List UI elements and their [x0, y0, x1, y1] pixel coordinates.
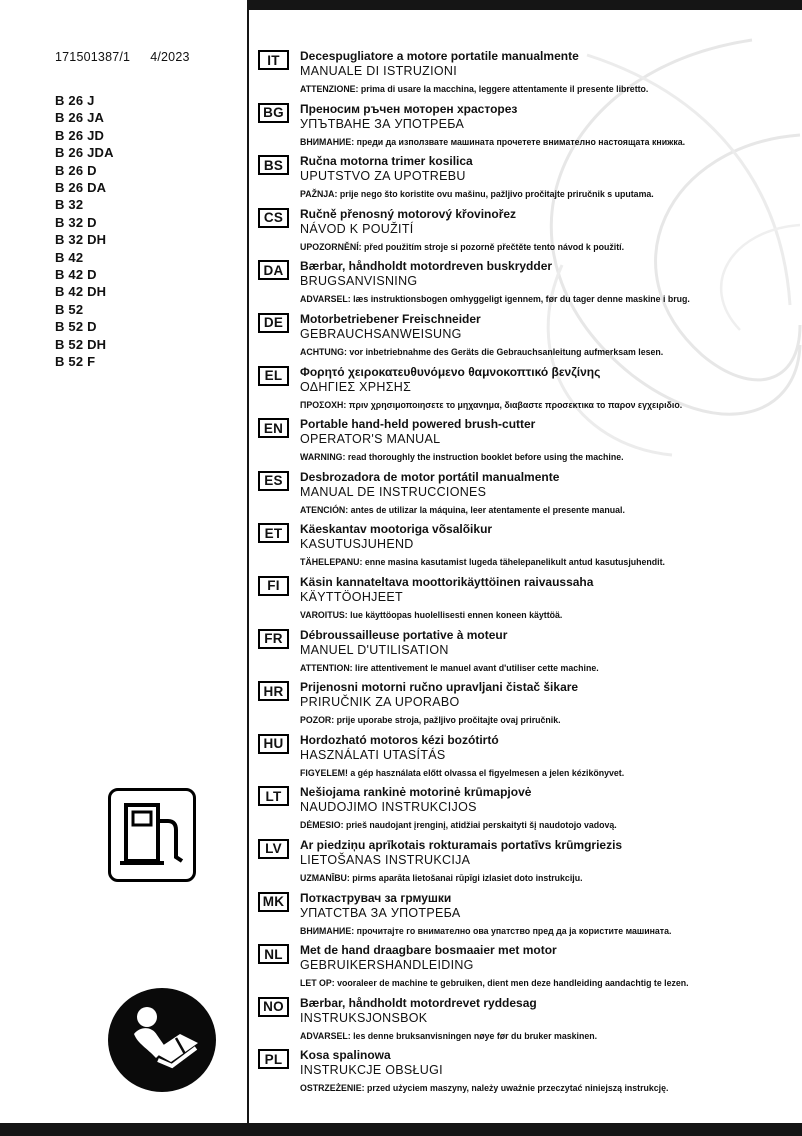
manual-subtitle: KASUTUSJUHEND	[300, 537, 414, 552]
manual-warning: ATTENZIONE: prima di usare la macchina, leggere attentamente il presente libretto.	[300, 84, 649, 94]
model-number: B 32 DH	[55, 232, 107, 248]
language-entry	[258, 733, 794, 778]
language-entry-text	[300, 470, 794, 515]
language-code-badge	[258, 734, 289, 754]
manual-subtitle: LIETOŠANAS INSTRUKCIJA	[300, 852, 471, 867]
manual-title: Nešiojama rankinė motorinė krūmapjovė	[300, 785, 532, 800]
manual-title: Motorbetriebener Freischneider	[300, 311, 481, 326]
language-entry	[258, 680, 794, 725]
manual-subtitle: NÁVOD K POUŽITÍ	[300, 221, 414, 236]
language-entry	[258, 154, 794, 199]
manual-subtitle: UPUTSTVO ZA UPOTREBU	[300, 169, 466, 184]
language-entry-text	[300, 943, 794, 988]
language-entry	[258, 1048, 794, 1093]
top-rule-bar	[247, 0, 802, 10]
manual-warning: ATTENTION: lire attentivement le manuel avant d'utiliser cette machine.	[300, 662, 599, 673]
language-code-badge	[258, 471, 289, 491]
manual-subtitle: BRUGSANVISNING	[300, 274, 418, 289]
manual-subtitle: MANUEL D'UTILISATION	[300, 642, 449, 657]
language-entry-text	[300, 522, 794, 567]
model-number: B 26 JA	[55, 110, 105, 126]
language-code: ET	[264, 525, 283, 541]
language-code: FR	[264, 631, 283, 647]
manual-subtitle: INSTRUKCJE OBSŁUGI	[300, 1063, 443, 1078]
manual-title: Desbrozadora de motor portátil manualmente	[300, 469, 560, 484]
language-code: DA	[263, 262, 284, 278]
language-entry	[258, 312, 794, 357]
language-code-badge	[258, 997, 289, 1017]
language-entry	[258, 417, 794, 462]
language-entry-text	[300, 312, 794, 357]
manual-warning: UZMANĪBU: pirms aparāta lietošanai rūpīgi izlasiet doto instrukciju.	[300, 872, 583, 883]
language-entry-text	[300, 733, 794, 778]
manual-warning: DĖMESIO: prieš naudojant įrenginį, atidžiai perskaityti šį naudotojo vadovą.	[300, 820, 617, 831]
language-entry-text	[300, 102, 794, 147]
language-entry-text	[300, 575, 794, 620]
manual-title: Portable hand-held powered brush-cutter	[300, 417, 536, 432]
manual-warning: ADVARSEL: læs instruktionsbogen omhyggeligt igennem, før du tager denne maskine i brug.	[300, 294, 690, 305]
manual-subtitle: OPERATOR'S MANUAL	[300, 432, 441, 447]
language-entry	[258, 522, 794, 567]
manual-title: Поткаструвач за грмушки	[300, 890, 452, 905]
language-entry-text	[300, 785, 794, 830]
language-code: BS	[263, 157, 284, 173]
language-entry-text	[300, 680, 794, 725]
language-entry-text	[300, 628, 794, 673]
model-number: B 32 D	[55, 214, 97, 230]
language-code-badge	[258, 260, 289, 280]
manual-subtitle: PRIRUČNIK ZA UPORABO	[300, 695, 460, 710]
language-code: BG	[263, 105, 284, 121]
language-list	[258, 49, 794, 1101]
manual-subtitle: ΟΔΗΓΙΕΣ ΧΡΗΣΗΣ	[300, 379, 412, 394]
manual-warning: WARNING: read thoroughly the instruction booklet before using the machine.	[300, 452, 624, 463]
manual-subtitle: HASZNÁLATI UTASÍTÁS	[300, 747, 446, 762]
manual-title: Kosa spalinowa	[300, 1048, 391, 1063]
language-entry-text	[300, 417, 794, 462]
model-list	[55, 92, 240, 371]
manual-subtitle: MANUAL DE INSTRUCCIONES	[300, 484, 487, 499]
language-code-badge	[258, 208, 289, 228]
language-code-badge	[258, 366, 289, 386]
model-number: B 42 D	[55, 267, 97, 283]
language-code: LV	[265, 841, 282, 857]
document-number: 171501387/1	[55, 50, 131, 64]
language-entry-text	[300, 891, 794, 936]
language-entry-text	[300, 365, 794, 410]
model-number: B 26 J	[55, 93, 95, 108]
fuel-pump-pictogram	[108, 788, 196, 882]
model-number: B 26 DA	[55, 180, 107, 196]
model-number: B 42 DH	[55, 284, 107, 300]
manual-title: Käsin kannateltava moottorikäyttöinen raivaussaha	[300, 574, 594, 589]
manual-title: Prijenosni motorni ručno upravljani čistač šikare	[300, 680, 579, 695]
manual-title: Преносим ръчен моторен храсторез	[300, 101, 518, 116]
language-entry-text	[300, 49, 794, 94]
language-entry-text	[300, 259, 794, 304]
manual-subtitle: INSTRUKSJONSBOK	[300, 1010, 428, 1025]
language-code-badge	[258, 629, 289, 649]
language-code-badge	[258, 839, 289, 859]
document-reference	[55, 50, 240, 64]
language-code: EL	[264, 368, 283, 384]
language-code-badge	[258, 523, 289, 543]
language-code: IT	[267, 52, 280, 68]
language-code-badge	[258, 155, 289, 175]
language-entry	[258, 838, 794, 883]
manual-title: Bærbar, håndholdt motordrevet ryddesag	[300, 995, 537, 1010]
language-entry-text	[300, 154, 794, 199]
model-number: B 26 JDA	[55, 145, 114, 161]
language-entry	[258, 102, 794, 147]
manual-subtitle: GEBRUIKERSHANDLEIDING	[300, 958, 474, 973]
read-operators-manual-pictogram	[106, 986, 218, 1094]
manual-warning: POZOR: prije uporabe stroja, pažljivo pročitajte ovaj priručnik.	[300, 715, 561, 726]
language-code-badge	[258, 944, 289, 964]
manual-title: Bærbar, håndholdt motordreven buskrydder	[300, 259, 553, 274]
language-entry-text	[300, 838, 794, 883]
language-code: CS	[263, 210, 284, 226]
model-number: B 52 F	[55, 354, 96, 370]
manual-warning: UPOZORNĚNÍ: před použitím stroje si pozorně přečtěte tento návod k použití.	[300, 241, 625, 252]
manual-subtitle: УПЪТВАНЕ ЗА УПОТРЕБА	[300, 116, 465, 131]
language-code-badge	[258, 50, 289, 70]
model-number: B 42	[55, 249, 84, 265]
manual-subtitle: MANUALE DI ISTRUZIONI	[300, 64, 458, 78]
bottom-rule-bar	[0, 1123, 802, 1136]
model-number: B 26 JD	[55, 127, 105, 143]
language-code-badge	[258, 418, 289, 438]
manual-warning: FIGYELEM! a gép használata előtt olvassa el figyelmesen a jelen kézikönyvet.	[300, 767, 625, 778]
model-number: B 32	[55, 197, 84, 213]
read-manual-icon	[106, 986, 218, 1094]
language-code-badge	[258, 786, 289, 806]
language-entry	[258, 470, 794, 515]
document-date: 4/2023	[150, 50, 190, 64]
manual-title: Ručna motorna trimer kosilica	[300, 154, 473, 169]
manual-title: Met de hand draagbare bosmaaier met motor	[300, 943, 557, 958]
language-entry	[258, 785, 794, 830]
language-entry	[258, 207, 794, 252]
language-entry	[258, 628, 794, 673]
language-code: EN	[263, 420, 284, 436]
manual-warning: OSTRZEŻENIE: przed użyciem maszyny, należy uważnie przeczytać niniejszą instrukcję.	[300, 1083, 669, 1094]
model-number: B 52	[55, 301, 84, 317]
fuel-pump-icon	[116, 797, 188, 873]
model-number: B 26 D	[55, 162, 97, 178]
manual-title: Hordozható motoros kézi bozótirtó	[300, 732, 499, 747]
language-code: PL	[264, 1051, 283, 1067]
manual-title: Ručně přenosný motorový křovinořez	[300, 206, 517, 221]
manual-title: Débroussailleuse portative à moteur	[300, 627, 508, 642]
language-code: LT	[265, 788, 282, 804]
language-entry	[258, 259, 794, 304]
language-entry	[258, 575, 794, 620]
left-column	[55, 50, 240, 371]
manual-title: Decespugliatore a motore portatile manualmente	[300, 49, 579, 63]
language-entry	[258, 365, 794, 410]
language-code: DE	[263, 315, 284, 331]
language-code: NO	[263, 999, 284, 1015]
model-number: B 52 D	[55, 319, 97, 335]
manual-warning: TÄHELEPANU: enne masina kasutamist lugeda tähelepanelikult antud kasutusjuhendit.	[300, 557, 665, 568]
vertical-divider	[247, 0, 249, 1123]
manual-warning: VAROITUS: lue käyttöopas huolellisesti ennen koneen käyttöä.	[300, 609, 563, 620]
language-code: MK	[262, 894, 285, 909]
language-code: ES	[264, 473, 283, 489]
language-code: HR	[263, 683, 284, 699]
manual-warning: ВНИМАНИЕ: преди да използвате машината прочетете внимателно настоящата книжка.	[300, 136, 686, 147]
language-entry-text	[300, 1048, 794, 1093]
manual-warning: LET OP: vooraleer de machine te gebruiken, dient men deze handleiding aandachtig te lezen.	[300, 978, 689, 989]
manual-warning: PAŽNJA: prije nego što koristite ovu mašinu, pažljivo pročitajte priručnik s uputama.	[300, 189, 654, 200]
model-number: B 52 DH	[55, 336, 107, 352]
manual-title: Φορητό χειροκατευθυνόμενο θαμνοκοπτικό βενζίνης	[300, 364, 601, 379]
manual-title: Käeskantav mootoriga võsalõikur	[300, 522, 493, 537]
language-entry	[258, 49, 794, 94]
language-code: HU	[263, 736, 284, 752]
manual-subtitle: KÄYTTÖOHJEET	[300, 589, 403, 604]
language-entry	[258, 996, 794, 1041]
language-code: FI	[267, 578, 280, 594]
language-code-badge	[258, 576, 289, 596]
language-entry-text	[300, 207, 794, 252]
manual-warning: ATENCIÓN: antes de utilizar la máquina, leer atentamente el presente manual.	[300, 504, 625, 515]
language-code-badge	[258, 103, 289, 123]
manual-subtitle: УПАТСТВА ЗА УПОТРЕБА	[300, 905, 461, 920]
manual-warning: ACHTUNG: vor inbetriebnahme des Geräts die Gebrauchsanleitung aufmerksam lesen.	[300, 346, 664, 357]
manual-subtitle: NAUDOJIMO INSTRUKCIJOS	[300, 800, 477, 815]
language-entry	[258, 891, 794, 936]
language-code-badge	[258, 892, 289, 912]
language-code-badge	[258, 313, 289, 333]
language-code: NL	[264, 946, 283, 962]
language-entry	[258, 943, 794, 988]
manual-warning: ΠΡΟΣΟΧΗ: πριν χρησιμοποιησετε το μηχανημα, διαβαστε προσεκτικα το παρον εγχειριδιο.	[300, 399, 683, 410]
language-code-badge	[258, 681, 289, 701]
manual-subtitle: GEBRAUCHSANWEISUNG	[300, 326, 462, 341]
language-code-badge	[258, 1049, 289, 1069]
language-entry-text	[300, 996, 794, 1041]
manual-warning: ВНИМАНИЕ: прочитајте го внимателно ова упатство пред да ја користите машината.	[300, 925, 672, 936]
manual-title: Ar piedziņu aprīkotais rokturamais portatīvs krūmgriezis	[300, 837, 623, 852]
manual-warning: ADVARSEL: les denne bruksanvisningen nøye før du bruker maskinen.	[300, 1030, 598, 1041]
